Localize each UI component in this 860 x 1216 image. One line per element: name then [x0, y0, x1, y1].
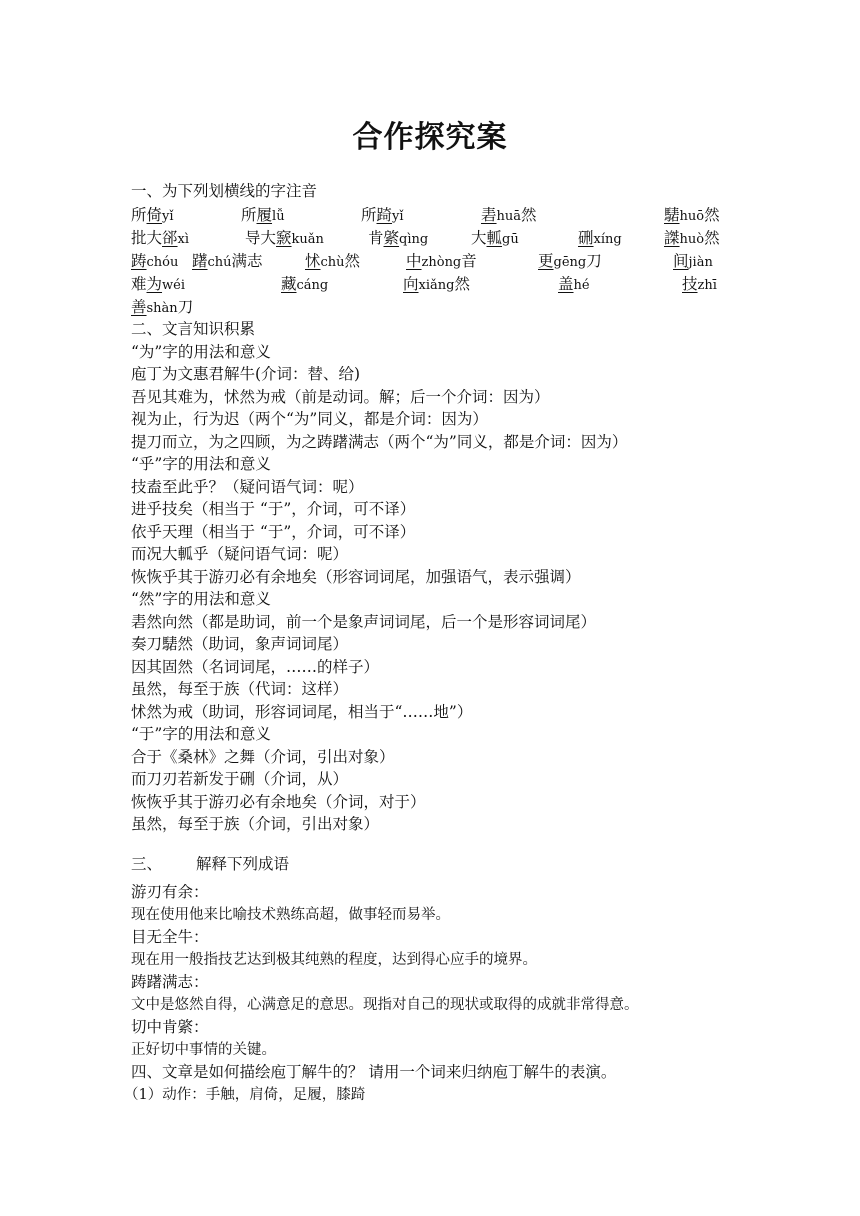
pinyin-item: 中zhòng音: [406, 252, 477, 270]
section3-number: 三、: [131, 855, 163, 873]
pinyin-item: 謋huò然: [664, 229, 720, 247]
section4-heading: 四、文章是如何描绘庖丁解牛的？ 请用一个词来归纳庖丁解牛的表演。: [131, 1063, 617, 1081]
knowledge-line: 庖丁为文惠君解牛(介词：替、给): [131, 365, 361, 383]
pinyin-item: 所踦yǐ: [361, 206, 404, 224]
knowledge-line: 恢恢乎其于游刃必有余地矣（形容词词尾，加强语气，表示强调）: [131, 568, 581, 586]
pinyin-item: 更gēng刀: [538, 252, 602, 270]
knowledge-line: 虽然，每至于族（代词：这样）: [131, 680, 349, 698]
idiom-definition: 正好切中事情的关键。: [131, 1042, 276, 1058]
pinyin-item: 向xiǎng然: [403, 275, 470, 293]
pinyin-item: 技zhī: [682, 275, 717, 293]
pinyin-item: 硎xíng: [578, 229, 622, 247]
idiom-definition: 现在用一般指技艺达到极其纯熟的程度，达到得心应手的境界。: [131, 952, 537, 968]
pinyin-row: [131, 250, 731, 272]
knowledge-line: 而况大軱乎（疑问语气词：呢）: [131, 545, 349, 563]
knowledge-line: “于”字的用法和意义: [131, 725, 271, 743]
knowledge-line: 因其固然（名词词尾，……的样子）: [131, 658, 380, 676]
section2-heading: 二、文言知识积累: [131, 320, 256, 338]
knowledge-line: “为”字的用法和意义: [131, 343, 271, 361]
pinyin-item: 怵chù然: [305, 252, 361, 270]
idiom-term: 目无全牛：: [131, 928, 209, 946]
idiom-definition: 现在使用他来比喻技术熟练高超，做事轻而易举。: [131, 907, 450, 923]
knowledge-line: 而刀刃若新发于硎（介词，从）: [131, 770, 349, 788]
knowledge-line: 依乎天理（相当于 “于”，介词，可不译）: [131, 523, 416, 541]
pinyin-row: [131, 204, 731, 226]
knowledge-line: 视为止，行为迟（两个“为”同义，都是介词：因为）: [131, 410, 488, 428]
knowledge-line: 恢恢乎其于游刃必有余地矣（介词，对于）: [131, 793, 426, 811]
pinyin-item: 大軱gū: [471, 229, 519, 247]
idiom-definition: 文中是悠然自得，心满意足的意思。现指对自己的现状或取得的成就非常得意。: [131, 997, 639, 1013]
knowledge-line: 合于《桑林》之舞（介词，引出对象）: [131, 748, 395, 766]
knowledge-line: “乎”字的用法和意义: [131, 455, 271, 473]
pinyin-item: 踌chóu: [131, 252, 179, 270]
knowledge-line: 奏刀騞然（助词，象声词词尾）: [131, 635, 349, 653]
knowledge-line: 提刀而立，为之四顾，为之踌躇满志（两个“为”同义，都是介词：因为）: [131, 433, 628, 451]
section3-heading: [131, 853, 289, 875]
pinyin-item: 盖hé: [558, 275, 590, 293]
knowledge-line: 怵然为戒（助词，形容词词尾，相当于“……地”）: [131, 703, 473, 721]
knowledge-line: 技盍至此乎？（疑问语气词：呢）: [131, 478, 364, 496]
knowledge-line: 砉然向然（都是助词，前一个是象声词词尾，后一个是形容词词尾）: [131, 613, 597, 631]
pinyin-item: 砉huā然: [481, 206, 537, 224]
idiom-term: 游刃有余：: [131, 883, 209, 901]
knowledge-line: 虽然，每至于族（介词，引出对象）: [131, 815, 380, 833]
pinyin-item: 间jiàn: [673, 252, 713, 270]
pinyin-item: 所履lǚ: [241, 206, 285, 224]
pinyin-item: 躇chú满志: [192, 252, 263, 270]
pinyin-item: 批大郤xì: [131, 229, 190, 247]
idiom-term: 切中肯綮：: [131, 1018, 209, 1036]
pinyin-item: 难为wéi: [131, 275, 186, 293]
page-title: 合作探究案: [352, 120, 508, 155]
section1-heading: 一、为下列划横线的字注音: [131, 182, 318, 200]
pinyin-item: 所倚yǐ: [131, 206, 174, 224]
pinyin-item: 善shàn刀: [131, 298, 194, 316]
knowledge-line: 进乎技矣（相当于 “于”，介词，可不译）: [131, 500, 416, 518]
section3-title: 解释下列成语: [196, 855, 290, 873]
section4-line: （1）动作：手触，肩倚，足履，膝踦: [124, 1087, 366, 1103]
knowledge-line: “然”字的用法和意义: [131, 590, 271, 608]
pinyin-row: [131, 296, 731, 318]
pinyin-row: [131, 227, 731, 249]
pinyin-item: 騞huō然: [664, 206, 720, 224]
pinyin-item: 藏cáng: [281, 275, 329, 293]
pinyin-item: 导大窾kuǎn: [245, 229, 324, 247]
idiom-term: 踌躇满志：: [131, 973, 209, 991]
knowledge-line: 吾见其难为，怵然为戒（前是动词。解；后一个介词：因为）: [131, 388, 550, 406]
pinyin-item: 肯綮qìng: [368, 229, 429, 247]
pinyin-row: [131, 273, 731, 295]
